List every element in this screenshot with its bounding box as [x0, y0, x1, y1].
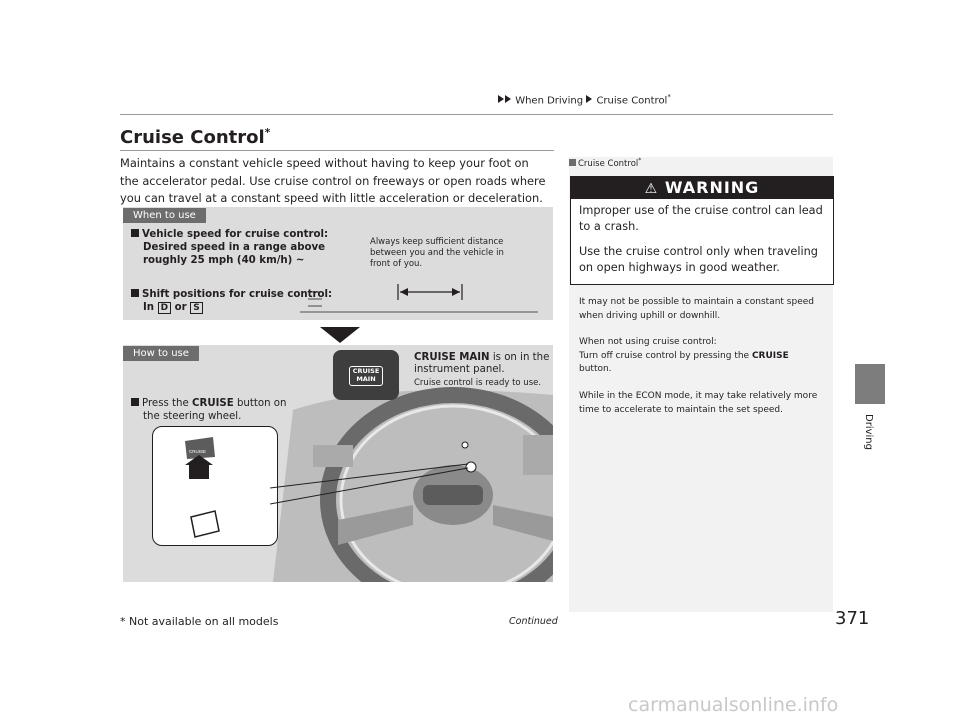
warning-header [571, 177, 833, 199]
callout-lines [270, 456, 475, 516]
bullet-icon [131, 229, 139, 237]
note-header-text: Cruise Control [578, 158, 639, 169]
note-paragraph-3: While in the ECON mode, it may take relatively more time to accelerate to maintain the set speed. [579, 391, 818, 415]
breadcrumb [498, 93, 671, 106]
page-number: 371 [835, 608, 870, 629]
speed-title: Vehicle speed for cruise control: [142, 229, 329, 240]
cruise-main-line2: instrument panel. [414, 364, 505, 375]
warning-paragraph-2: Use the cruise control only when traveling on open highways in good weather. [579, 245, 818, 274]
warning-paragraph-1: Improper use of the cruise control can lead to a crash. [579, 204, 823, 233]
cruise-button-illustration [153, 427, 277, 545]
breadcrumb-parent[interactable]: When Driving [515, 95, 584, 107]
ready-note: Cruise control is ready to use. [414, 378, 542, 388]
breadcrumb-current: Cruise Control [596, 95, 668, 107]
cruise-button-inset [152, 426, 278, 546]
note-header-asterisk: * [638, 157, 642, 164]
press-bold: CRUISE [192, 398, 234, 409]
arrow-icon [505, 95, 511, 103]
cruise-main-rest: is on in the [489, 352, 550, 363]
down-arrow-icon [320, 327, 360, 343]
speed-requirement [131, 228, 328, 267]
when-to-use-tag: When to use [123, 208, 206, 223]
shift-in: In [143, 302, 155, 313]
cruise-main-note [414, 352, 554, 376]
title-rule [120, 150, 554, 151]
footnote: * Not available on all models [120, 615, 279, 628]
continued-label: Continued [509, 616, 558, 627]
how-to-use-tag: How to use [123, 346, 199, 361]
cruise-main-button-icon [349, 366, 383, 386]
distance-diagram [300, 282, 545, 316]
cruise-main-line-2: MAIN [356, 375, 376, 383]
intro-paragraph: Maintains a constant vehicle speed without having to keep your foot on the accelerator pedal. Use cruise control on freeways or open roads where you can travel at a constant speed with little acceleration or deceleration. [120, 156, 546, 205]
arrow-icon [586, 95, 592, 103]
speed-line-1: Desired speed in a range above [143, 242, 326, 253]
shift-title: Shift positions for cruise control: [142, 289, 333, 300]
note-marker-icon [569, 159, 576, 166]
watermark: carmanualsonline.info [628, 694, 839, 716]
note-header [569, 157, 641, 169]
bullet-icon [131, 289, 139, 297]
breadcrumb-asterisk: * [667, 93, 671, 101]
warning-title: WARNING [664, 178, 760, 197]
note-paragraph-2 [579, 336, 829, 377]
press-post: button on [233, 398, 287, 409]
side-tab-label: Driving [863, 414, 874, 450]
note-p2-line3: button. [579, 364, 612, 374]
press-line2: the steering wheel. [143, 411, 242, 422]
note-p2-line2: Turn off cruise control by pressing the [579, 350, 752, 361]
press-pre: Press the [142, 398, 193, 409]
cruise-main-bold: CRUISE MAIN [414, 352, 490, 363]
gear-s-key: S [190, 302, 202, 314]
side-tab [855, 364, 885, 404]
arrow-icon [498, 95, 504, 103]
title-asterisk: * [264, 126, 271, 139]
note-p2-bold: CRUISE [751, 350, 789, 361]
press-instruction [131, 397, 286, 423]
title-text: Cruise Control [120, 127, 265, 148]
gear-d-key: D [158, 302, 171, 314]
distance-note: Always keep sufficient distance between you and the vehicle in front of you. [370, 237, 504, 269]
warning-icon: ⚠ [644, 181, 659, 197]
page-title [120, 126, 270, 148]
shift-or: or [174, 302, 187, 313]
note-p2-line1: When not using cruise control: [579, 337, 717, 347]
header-rule [120, 114, 833, 115]
cruise-main-line-1: CRUISE [352, 367, 380, 375]
note-paragraph-1: It may not be possible to maintain a constant speed when driving uphill or downhill. [579, 297, 814, 321]
speed-line-2: roughly 25 mph (40 km/h) ~ [143, 255, 305, 266]
inset-cruise-label: CRUISE [189, 449, 207, 454]
bullet-icon [131, 398, 139, 406]
